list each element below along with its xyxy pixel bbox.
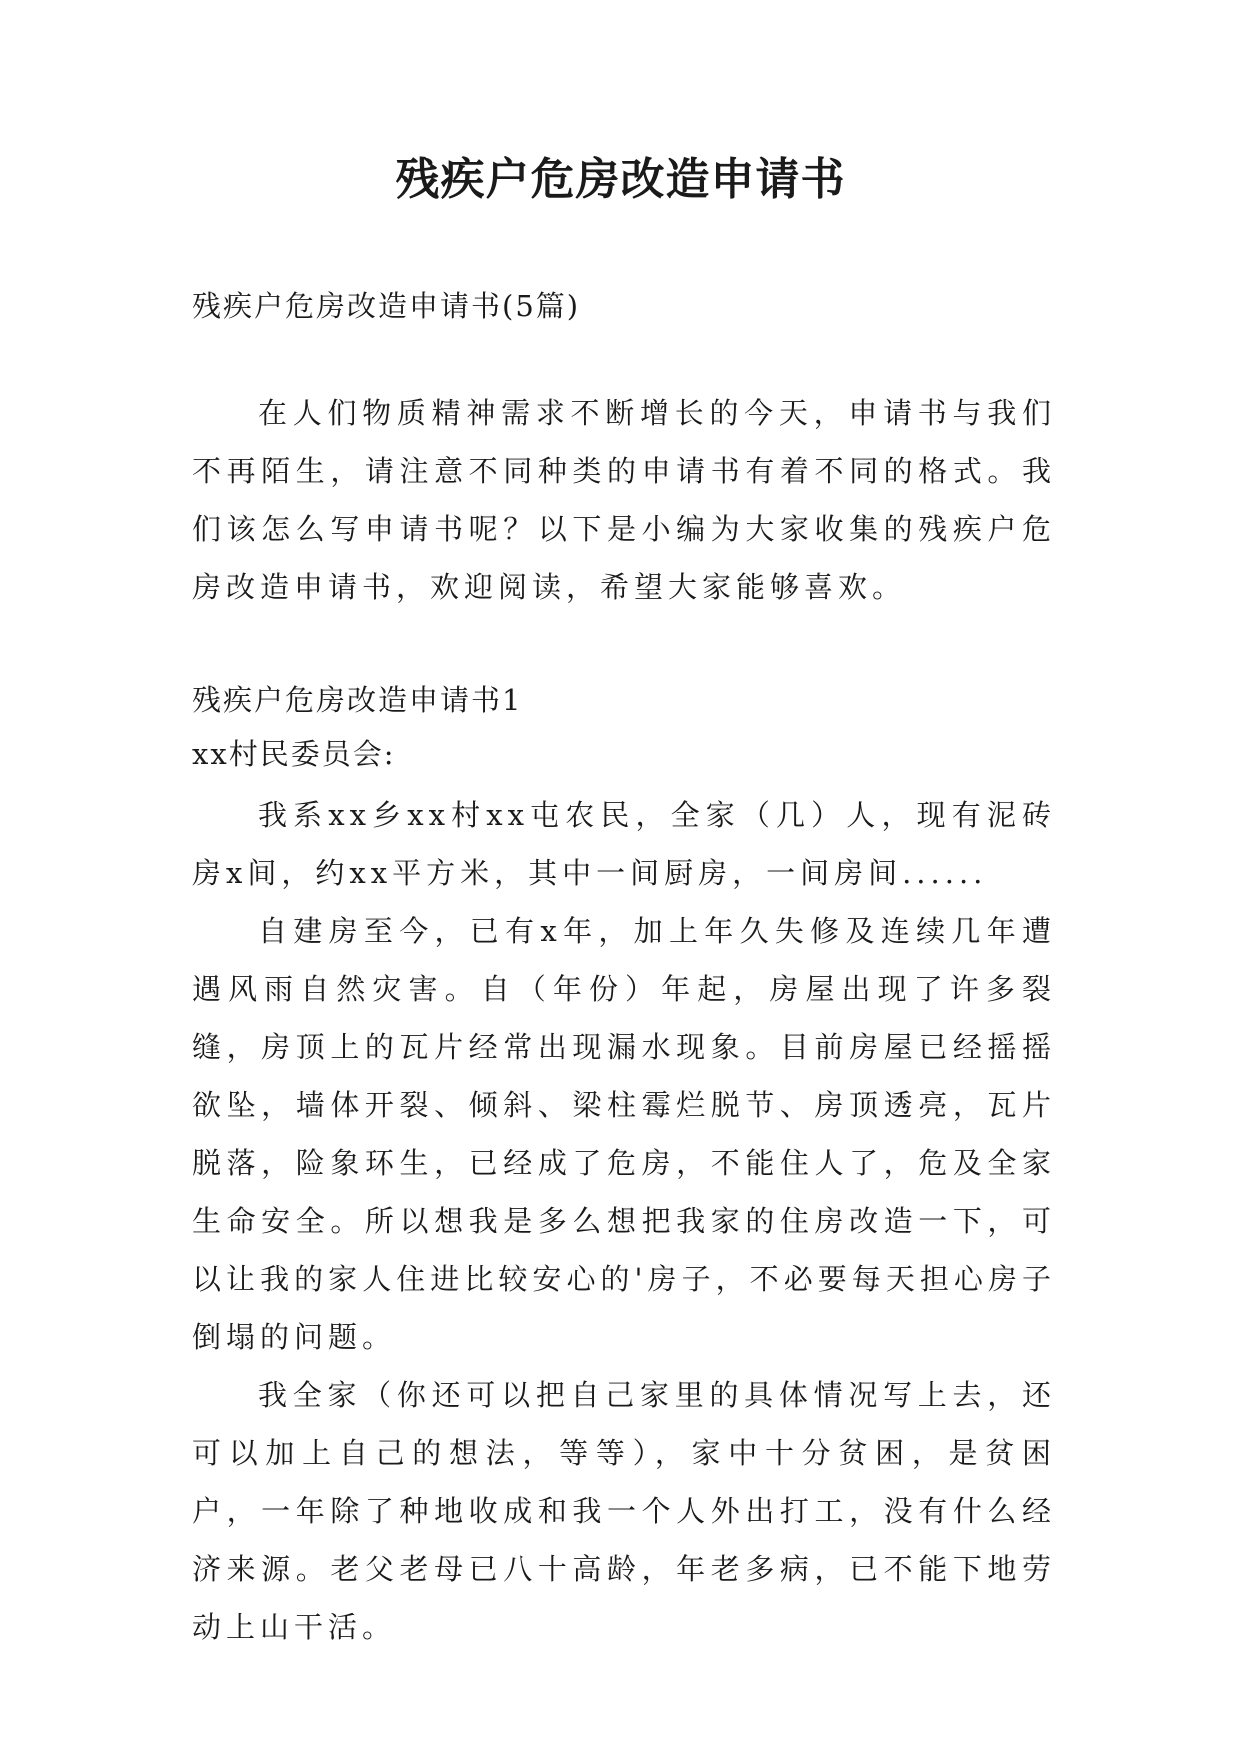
body-paragraph-1: 我系xx乡xx村xx屯农民，全家（几）人，现有泥砖房x间，约xx平方米，其中一间厨房，一间房间......: [192, 798, 1056, 890]
document-title: 残疾户危房改造申请书: [395, 154, 846, 205]
body-paragraph-2: 自建房至今，已有x年，加上年久失修及连续几年遭遇风雨自然灾害。自（年份）年起，房屋出现了许多裂缝，房顶上的瓦片经常出现漏水现象。目前房屋已经摇摇欲坠，墙体开裂、倾斜、梁柱霉烂脱节、房顶透亮，瓦片脱落，险象环生，已经成了危房，不能住人了，危及全家生命安全。所以想我是多么想把我家的住房改造一下，可以让我的家人住进比较安心的'房子，不必要每天担心房子倒塌的问题。: [192, 914, 1056, 1354]
document-subtitle: 残疾户危房改造申请书(5篇): [192, 289, 581, 323]
intro-paragraph: 在人们物质精神需求不断增长的今天，申请书与我们不再陌生，请注意不同种类的申请书有着不同的格式。我们该怎么写申请书呢？以下是小编为大家收集的残疾户危房改造申请书，欢迎阅读，希望大家能够喜欢。: [192, 396, 1056, 604]
section-heading: 残疾户危房改造申请书1: [192, 683, 523, 717]
salutation: xx村民委员会:: [192, 737, 396, 771]
document-body: [192, 288, 1056, 1656]
body-paragraph-3: 我全家（你还可以把自己家里的具体情况写上去，还可以加上自己的想法，等等），家中十分贫困，是贫困户，一年除了种地收成和我一个人外出打工，没有什么经济来源。老父老母已八十高龄，年老多病，已不能下地劳动上山干活。: [192, 1378, 1056, 1644]
